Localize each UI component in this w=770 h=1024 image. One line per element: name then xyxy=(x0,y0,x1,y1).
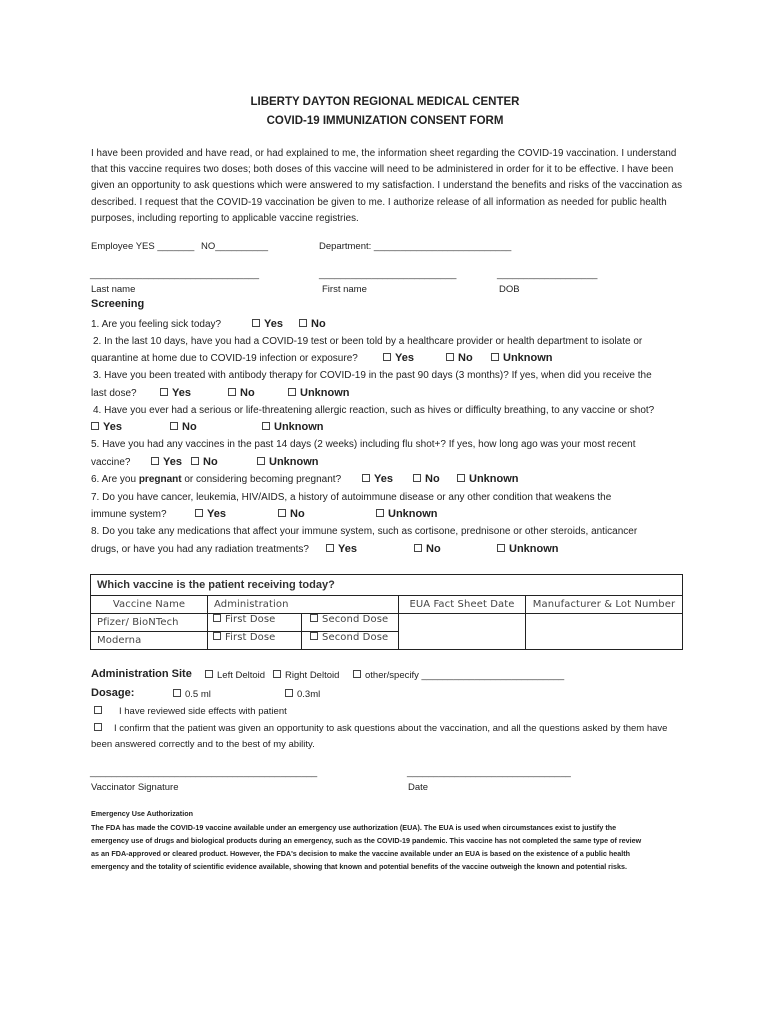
right-deltoid-label: Right Deltoid xyxy=(285,670,340,681)
yes-label: Yes xyxy=(264,318,283,330)
unknown-label: Unknown xyxy=(300,387,350,399)
q5-yes-option[interactable] xyxy=(151,456,182,468)
checkbox-icon xyxy=(310,614,318,622)
checkbox-icon xyxy=(257,457,265,465)
yes-label: Yes xyxy=(338,543,357,555)
question-2: 2. In the last 10 days, have you had a COVID-19 test or been told by a healthcare provider or health department to isolate or xyxy=(93,336,643,347)
no-label: No xyxy=(240,387,255,399)
date-label: Date xyxy=(408,782,429,793)
eua-heading: Emergency Use Authorization xyxy=(91,809,193,818)
left-deltoid-label: Left Deltoid xyxy=(217,670,266,681)
checkbox-icon xyxy=(457,474,465,482)
employee-yes-field[interactable]: Employee YES _______ xyxy=(91,241,195,252)
dose-03ml-option[interactable] xyxy=(285,689,320,700)
checkbox-icon xyxy=(383,353,391,361)
unknown-label: Unknown xyxy=(509,543,559,555)
checkbox-icon xyxy=(326,544,334,552)
q2-yes-option[interactable] xyxy=(383,352,414,364)
row-pfizer-label: Pfizer/ BioNTech xyxy=(91,614,208,632)
first-name-field[interactable]: __________________________ xyxy=(319,269,457,280)
dose-03ml-label: 0.3ml xyxy=(297,689,321,700)
checkbox-icon xyxy=(213,632,221,640)
no-label: No xyxy=(311,318,326,330)
questions-answered-checkbox[interactable] xyxy=(94,723,106,734)
checkbox-icon xyxy=(299,319,307,327)
manufacturer-lot-cell[interactable] xyxy=(526,614,683,650)
date-field[interactable]: _______________________________ xyxy=(407,767,571,778)
no-label: No xyxy=(458,352,473,364)
col-vaccine-name: Vaccine Name xyxy=(91,596,208,614)
q6-no-option[interactable] xyxy=(413,473,440,485)
col-manufacturer-lot: Manufacturer & Lot Number xyxy=(526,596,683,614)
yes-label: Yes xyxy=(163,456,182,468)
checkbox-icon xyxy=(491,353,499,361)
q7-yes-option[interactable] xyxy=(195,508,226,520)
yes-label: Yes xyxy=(395,352,414,364)
q8-yes-option[interactable] xyxy=(326,543,357,555)
second-dose-label: Second Dose xyxy=(322,632,389,643)
moderna-second-dose-option[interactable] xyxy=(302,632,388,649)
last-name-label: Last name xyxy=(91,284,136,295)
checkbox-icon xyxy=(213,614,221,622)
question-8: 8. Do you take any medications that affect your immune system, such as cortisone, prednisone or other steroids, anticancer xyxy=(91,526,638,537)
q3-yes-option[interactable] xyxy=(160,387,191,399)
unknown-label: Unknown xyxy=(269,456,319,468)
q2-unknown-option[interactable] xyxy=(491,352,553,364)
vaccinator-signature-label: Vaccinator Signature xyxy=(91,782,179,793)
q3-unknown-option[interactable] xyxy=(288,387,350,399)
q5-unknown-option[interactable] xyxy=(257,456,319,468)
q3-no-option[interactable] xyxy=(228,387,255,399)
q1-yes-option[interactable] xyxy=(252,318,283,330)
checkbox-icon xyxy=(170,422,178,430)
checkbox-icon xyxy=(353,670,361,678)
pfizer-first-dose-option[interactable] xyxy=(208,614,302,631)
administration-site-label: Administration Site xyxy=(91,668,192,680)
q4-unknown-option[interactable] xyxy=(262,421,324,433)
checkbox-icon xyxy=(191,457,199,465)
right-deltoid-option[interactable] xyxy=(273,670,339,681)
employee-no-field[interactable]: NO__________ xyxy=(201,241,269,252)
question-3-cont: last dose? xyxy=(91,388,137,399)
q8-no-option[interactable] xyxy=(414,543,441,555)
other-site-label: other/specify ___________________________ xyxy=(365,670,565,681)
first-name-label: First name xyxy=(322,284,367,295)
q7-unknown-option[interactable] xyxy=(376,508,438,520)
q6-yes-option[interactable] xyxy=(362,473,393,485)
questions-answered-label-cont: been answered correctly and to the best of my ability. xyxy=(91,739,315,750)
eua-date-cell[interactable] xyxy=(399,614,526,650)
checkbox-icon xyxy=(195,509,203,517)
eua-text-line: The FDA has made the COVID-19 vaccine available under an emergency use authorization (EUA). The EUA is used when circumstances exist to justify the xyxy=(91,823,617,832)
eua-text-line: as an FDA-approved or cleared product. However, the FDA's decision to make the vaccine available under an EUA is based on the existence of a public health xyxy=(91,849,631,858)
no-label: No xyxy=(203,456,218,468)
checkbox-icon xyxy=(285,689,293,697)
col-administration: Administration xyxy=(208,596,399,614)
checkbox-icon xyxy=(288,388,296,396)
question-7: 7. Do you have cancer, leukemia, HIV/AIDS, a history of autoimmune disease or any other condition that weakens the xyxy=(91,492,612,503)
last-name-field[interactable]: ________________________________ xyxy=(90,269,260,280)
col-eua-date: EUA Fact Sheet Date xyxy=(399,596,526,614)
screening-heading: Screening xyxy=(91,298,145,310)
dob-field[interactable]: ___________________ xyxy=(497,269,598,280)
table-title-row xyxy=(91,575,683,596)
checkbox-icon xyxy=(362,474,370,482)
checkbox-icon xyxy=(173,689,181,697)
table-title: Which vaccine is the patient receiving today? xyxy=(91,575,683,596)
pfizer-second-dose-option[interactable] xyxy=(302,614,388,631)
vaccine-table xyxy=(90,574,683,650)
side-effects-label: I have reviewed side effects with patient xyxy=(119,706,287,717)
question-6-bold: pregnant xyxy=(138,474,182,485)
questions-answered-label: I confirm that the patient was given an opportunity to ask questions about the vaccination, and all the questions asked by them have xyxy=(114,723,668,734)
yes-label: Yes xyxy=(207,508,226,520)
checkbox-icon xyxy=(228,388,236,396)
question-4: 4. Have you ever had a serious or life-threatening allergic reaction, such as hives or difficulty breathing, to any vaccine or shot? xyxy=(93,405,655,416)
question-7-cont: immune system? xyxy=(91,509,167,520)
unknown-label: Unknown xyxy=(388,508,438,520)
second-dose-label: Second Dose xyxy=(322,614,389,625)
no-label: No xyxy=(426,543,441,555)
q7-no-option[interactable] xyxy=(278,508,305,520)
checkbox-icon xyxy=(94,706,102,714)
department-field[interactable]: Department: __________________________ xyxy=(319,241,512,252)
eua-text-line: emergency use of drugs and biological products during an emergency, such as the COVID-19 pandemic. This vaccine has not completed the same type of review xyxy=(91,836,642,845)
q6-unknown-option[interactable] xyxy=(457,473,519,485)
checkbox-icon xyxy=(94,723,102,731)
first-dose-label: First Dose xyxy=(225,614,276,625)
checkbox-icon xyxy=(91,422,99,430)
moderna-first-dose-option[interactable] xyxy=(208,632,302,649)
vaccinator-signature-field[interactable]: ___________________________________________ xyxy=(90,767,318,778)
question-6 xyxy=(91,474,341,485)
checkbox-icon xyxy=(151,457,159,465)
yes-label: Yes xyxy=(374,473,393,485)
table-header-row xyxy=(91,596,683,614)
question-6-pre: 6. Are you xyxy=(91,474,139,485)
checkbox-icon xyxy=(446,353,454,361)
no-label: No xyxy=(425,473,440,485)
unknown-label: Unknown xyxy=(274,421,324,433)
consent-paragraph: I have been provided and have read, or had explained to me, the information sheet regarding the COVID-19 vaccination. I understand that this vaccine requires two doses; both doses of this vaccine will need to be administered in order for it to be effective. I have been given an opportunity to ask questions which were answered to my satisfaction. I understand the benefits and risks of the vaccination as described. I request that the COVID-19 vaccination be given to me. I authorize release of all information as needed for public health purposes, including reporting to applicable vaccine registries. xyxy=(91,148,683,224)
org-name: LIBERTY DAYTON REGIONAL MEDICAL CENTER xyxy=(250,96,520,108)
no-label: No xyxy=(182,421,197,433)
dosage-label: Dosage: xyxy=(91,687,135,699)
dose-05ml-option[interactable] xyxy=(173,689,211,700)
q8-unknown-option[interactable] xyxy=(497,543,559,555)
unknown-label: Unknown xyxy=(469,473,519,485)
question-3: 3. Have you been treated with antibody therapy for COVID-19 in the past 90 days (3 months)? If yes, when did you receive the xyxy=(93,370,652,381)
checkbox-icon xyxy=(414,544,422,552)
question-2-cont: quarantine at home due to COVID-19 infection or exposure? xyxy=(91,353,358,364)
first-dose-label: First Dose xyxy=(225,632,276,643)
other-site-option[interactable] xyxy=(353,670,564,681)
question-6-post: or considering becoming pregnant? xyxy=(181,474,342,485)
yes-label: Yes xyxy=(172,387,191,399)
checkbox-icon xyxy=(205,670,213,678)
q4-no-option[interactable] xyxy=(170,421,197,433)
left-deltoid-option[interactable] xyxy=(205,670,265,681)
dob-label: DOB xyxy=(499,284,520,295)
checkbox-icon xyxy=(252,319,260,327)
unknown-label: Unknown xyxy=(503,352,553,364)
q4-yes-option[interactable] xyxy=(91,421,122,433)
question-8-cont: drugs, or have you had any radiation treatments? xyxy=(91,544,309,555)
side-effects-checkbox[interactable] xyxy=(94,706,106,717)
moderna-admin-cell xyxy=(208,632,399,650)
checkbox-icon xyxy=(278,509,286,517)
table-row xyxy=(91,614,683,632)
question-5-cont: vaccine? xyxy=(91,457,131,468)
row-moderna-label: Moderna xyxy=(91,632,208,650)
checkbox-icon xyxy=(273,670,281,678)
question-5: 5. Have you had any vaccines in the past 14 days (2 weeks) including flu shot+? If yes, how long ago was your most recent xyxy=(91,439,636,450)
checkbox-icon xyxy=(262,422,270,430)
form-title: COVID-19 IMMUNIZATION CONSENT FORM xyxy=(266,115,504,127)
yes-label: Yes xyxy=(103,421,122,433)
checkbox-icon xyxy=(497,544,505,552)
checkbox-icon xyxy=(413,474,421,482)
q2-no-option[interactable] xyxy=(446,352,473,364)
checkbox-icon xyxy=(160,388,168,396)
q5-no-option[interactable] xyxy=(191,456,218,468)
checkbox-icon xyxy=(310,632,318,640)
eua-text-line: emergency and the totality of scientific evidence available, showing that known and potential benefits of the vaccine outweigh the known and potential risks. xyxy=(91,862,627,871)
pfizer-admin-cell xyxy=(208,614,399,632)
checkbox-icon xyxy=(376,509,384,517)
dose-05ml-label: 0.5 ml xyxy=(185,689,211,700)
no-label: No xyxy=(290,508,305,520)
question-1: 1. Are you feeling sick today? xyxy=(91,319,222,330)
q1-no-option[interactable] xyxy=(299,318,326,330)
